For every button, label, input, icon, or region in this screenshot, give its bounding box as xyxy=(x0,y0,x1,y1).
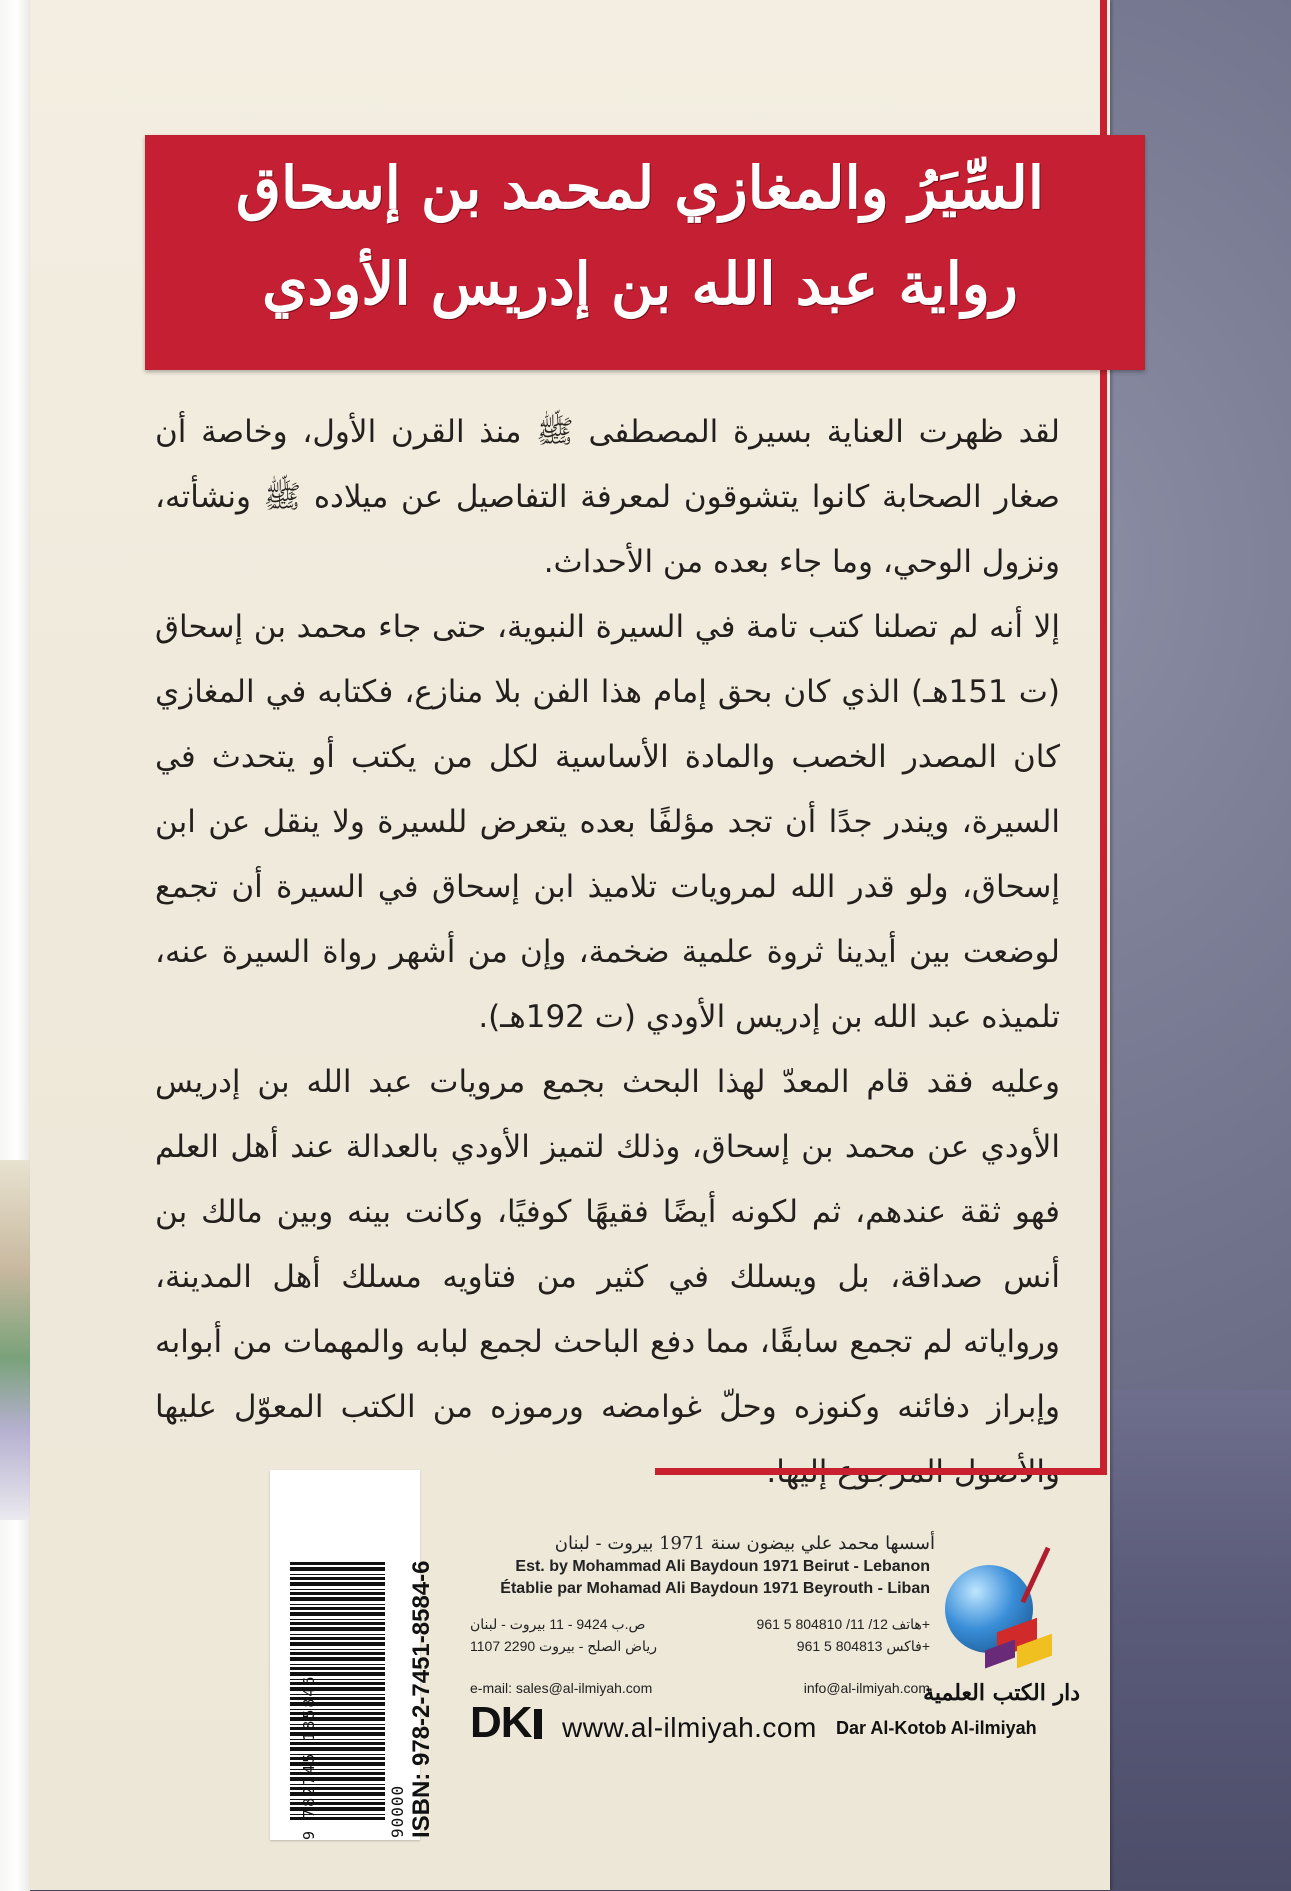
title-line-2: رواية عبد الله بن إدريس الأودي xyxy=(262,250,1018,318)
barcode-digits: 9 782745 185846 xyxy=(300,1674,318,1840)
info-email: info@al-ilmiyah.com xyxy=(803,1680,930,1696)
telephone: هاتف 12/ 11/ 804810 5 961+ xyxy=(756,1616,930,1632)
dki-mark xyxy=(534,1709,542,1739)
dki-letters: DK xyxy=(470,1698,532,1747)
sales-email: e-mail: sales@al-ilmiyah.com xyxy=(470,1680,653,1696)
blurb-paragraph-2: إلا أنه لم تصلنا كتب تامة في السيرة النبوية، حتى جاء محمد بن إسحاق (ت 151هـ) الذي كان بحق إمام هذا الفن بلا منازع، فكتابه في المغازي كان المصدر الخصب والمادة الأساسية لكل من يكتب أو يتحدث في السيرة، ويندر جدًا أن تجد مؤلفًا بعده يتعرض للسيرة ولا ينقل عن ابن إسحاق، ولو قدر الله لمرويات تلاميذ ابن إسحاق في السيرة أن تجمع لوضعت بين أيدينا ثروة علمية ضخمة، وإن من أشهر رواة السيرة عنه، تلميذه عبد الله بن إدريس الأودي (ت 192هـ). xyxy=(155,609,1060,1035)
book-spine xyxy=(0,0,30,1891)
po-box: ص.ب 9424 - 11 بيروت - لبنان xyxy=(470,1616,646,1632)
title-line-1: السِّيَرُ والمغازي لمحمد بن إسحاق xyxy=(236,154,1044,222)
dki-logo xyxy=(470,1698,542,1748)
street-address: رياض الصلح - بيروت 2290 1107 xyxy=(470,1638,657,1654)
logo-pen xyxy=(1021,1547,1051,1603)
isbn-text: ISBN: 978-2-7451-8584-6 xyxy=(408,1560,435,1838)
blurb-paragraph-1: لقد ظهرت العناية بسيرة المصطفى ﷺ منذ القرن الأول، وخاصة أن صغار الصحابة كانوا يتشوقون لمعرفة التفاصيل عن ميلاده ﷺ ونشأته، ونزول الوحي، وما جاء بعده من الأحداث. xyxy=(155,414,1060,580)
founded-arabic: أسسها محمد علي بيضون سنة 1971 بيروت - لبنان xyxy=(554,1533,935,1554)
fax: فاكس 804813 5 961+ xyxy=(796,1638,930,1654)
blurb-paragraph-3: وعليه فقد قام المعدّ لهذا البحث بجمع مرويات عبد الله بن إدريس الأودي عن محمد بن إسحاق، وذلك لتميز الأودي بالعدالة عند أهل العلم فهو ثقة عندهم، ثم لكونه أيضًا فقيهًا كوفيًا، وكانت بينه وبين مالك بن أنس صداقة، بل ويسلك في كثير من فتاويه مسلك أهل المدينة، ورواياته لم تجمع سابقًا، مما دفع الباحث لجمع لبابه والمهمات من أبوابه وإبراز دفائنه وكنوزه وحلّ غوامضه ورموزه من الكتب المعوّل عليها xyxy=(155,1064,1060,1425)
website: www.al-ilmiyah.com xyxy=(562,1712,817,1743)
publisher-name-english: Dar Al-Kotob Al-ilmiyah xyxy=(836,1718,1037,1738)
founded-french: Établie par Mohamad Ali Baydoun 1971 Beyrouth - Liban xyxy=(500,1580,930,1597)
spine-artwork xyxy=(0,1160,30,1520)
globe-logo-icon xyxy=(937,1545,1067,1685)
blurb xyxy=(155,400,1060,1505)
price-code: 90000 xyxy=(388,1784,407,1838)
title-banner xyxy=(145,135,1145,370)
publisher-name-arabic: دار الكتب العلمية xyxy=(923,1680,1080,1706)
red-horizontal-rule xyxy=(655,1468,1107,1475)
founded-english: Est. by Mohammad Ali Baydoun 1971 Beirut - Lebanon xyxy=(515,1558,930,1575)
